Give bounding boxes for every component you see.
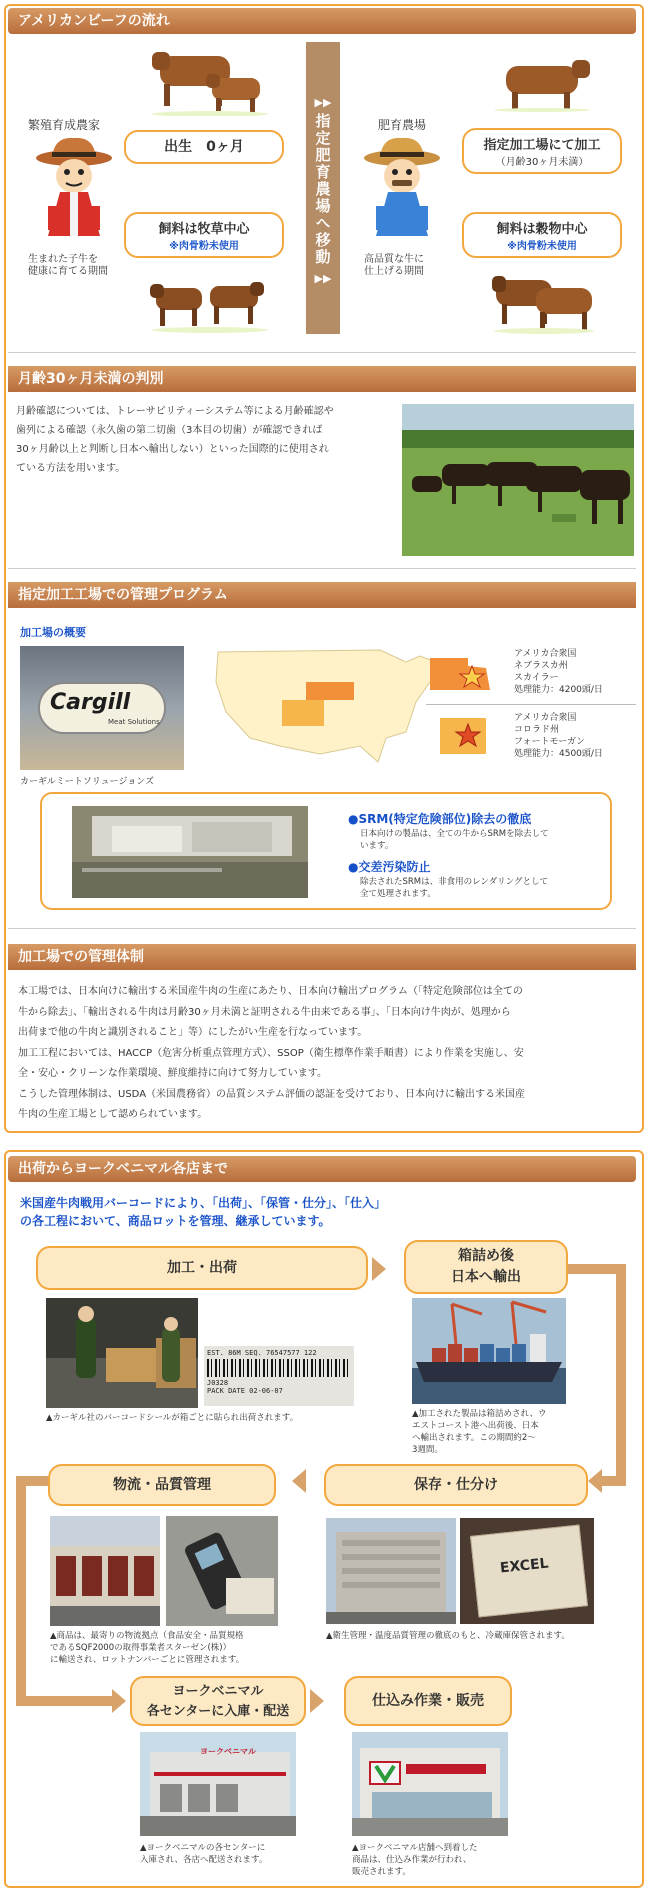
plant-aerial-photo bbox=[72, 806, 308, 898]
divider bbox=[8, 352, 636, 353]
process-box: 指定加工場にて加工 （月齢30ヶ月未満） bbox=[462, 128, 622, 174]
management-text: 本工場では、日本向けに輸出する米国産牛肉の生産にあたり、日本向け輸出プログラム（「特定危険部位は全ての 牛から除去」、「輸出される牛肉は月齢30ヶ月未満と証明される牛由来である事」、「日本向け牛肉が、処理から 出荷まで他の牛肉と識別されること」等）にしたがい生産を行なっています。 加工工程においては、HACCP（危害分析重点管理方式）、SSOP（衛生標準作業手順書）により作業を実施し、安 全・安心・クリーンな作業環境、鮮度維持に向けて努力しています。 こうした管理体制は、USDA（米国農務省）の品質システム評価の認証を受けており、日本向けに輸出する米国産 牛肉の生産工場として認められています。 bbox=[18, 986, 526, 1120]
cross-contamination-text: 除去されたSRMは、非食用のレンダリングとして 全て処理されます。 bbox=[360, 877, 549, 899]
caption-store: ▲ヨークベニマル店舗へ到着した 商品は、仕込み作業が行われ、 販売されます。 bbox=[352, 1843, 478, 1877]
colorado-map bbox=[438, 716, 488, 756]
flow-line bbox=[600, 1476, 626, 1486]
excel-brand: EXCEL bbox=[499, 1555, 550, 1577]
step-boxing-export: 箱詰め後 日本へ輸出 bbox=[404, 1240, 568, 1294]
fattener-illustration bbox=[362, 136, 442, 244]
cold-storage-photo bbox=[326, 1518, 456, 1624]
cattle-group-illustration bbox=[492, 270, 596, 334]
age-check-text: 月齢確認については、トレーサビリティーシステム等による月齢確認や 歯列による確認（永久歯の第二切歯（3本目の切歯）が確認できれば 30ヶ月齢以上と判断し日本へ輸出しない）といった国際的に使用され ている方法を用います。 bbox=[16, 406, 334, 474]
caption-logistics: ▲商品は、最寄りの物流拠点（食品安全・品質規格 であるSQF2000の取得事業者スターゼン(株)） に輸送され、ロットナンバーごとに管理されます。 bbox=[50, 1631, 245, 1665]
flow-arrow bbox=[112, 1689, 126, 1713]
warehouse-workers-photo bbox=[46, 1298, 198, 1408]
caption-storage: ▲衛生管理・温度品質管理の徹底のもと、冷蔵庫保管されます。 bbox=[326, 1631, 570, 1641]
breeder-label: 繁殖育成農家 bbox=[28, 118, 101, 132]
section-header-beef-flow: アメリカンビーフの流れ bbox=[8, 8, 636, 34]
birth-box: 出生 0ヶ月 bbox=[124, 130, 284, 164]
section-header-age-check: 月齢30ヶ月未満の判別 bbox=[8, 366, 636, 392]
plant-overview-title: 加工場の概要 bbox=[20, 626, 86, 639]
flow-line bbox=[616, 1264, 626, 1486]
step-york-benimaru-center: ヨークベニマル 各センターに入庫・配送 bbox=[130, 1676, 306, 1726]
calves-illustration bbox=[150, 276, 270, 334]
york-benimaru-sign: ヨークベニマル bbox=[200, 1747, 256, 1756]
us-map bbox=[210, 642, 446, 770]
step-prep-sales: 仕込み作業・販売 bbox=[344, 1676, 512, 1726]
flow-arrow bbox=[588, 1469, 602, 1493]
excel-box-photo bbox=[460, 1518, 594, 1624]
nebraska-map bbox=[428, 656, 492, 692]
fattener-desc: 高品質な牛に 仕上げる期間 bbox=[364, 254, 424, 277]
flow-arrow bbox=[372, 1257, 386, 1281]
distribution-center-photo bbox=[50, 1516, 160, 1626]
plant2-info: アメリカ合衆国 コロラド州 フォートモーガン 処理能力：4500頭/日 bbox=[514, 713, 603, 759]
store-photo bbox=[352, 1732, 508, 1836]
cross-contamination-title: ●交差汚染防止 bbox=[348, 860, 431, 874]
srm-text: 日本向けの製品は、全ての牛からSRMを除去して います。 bbox=[360, 829, 549, 851]
breeder-desc: 生まれた子牛を 健康に育てる期間 bbox=[28, 254, 108, 277]
flow-line bbox=[16, 1696, 114, 1706]
section-header-delivery: 出荷からヨークベニマル各店まで bbox=[8, 1156, 636, 1182]
barcode-label-photo: EST. 86M SEQ. 76547577 122 J0328 PACK DATE 02-06-07 bbox=[204, 1346, 354, 1406]
step-logistics-quality: 物流・品質管理 bbox=[48, 1464, 276, 1506]
plant1-info: アメリカ合衆国 ネブラスカ州 スカイラー 処理能力：4200頭/日 bbox=[514, 649, 603, 695]
caption-barcode: ▲カーギル社のバーコードシールが箱ごとに貼られ出荷されます。 bbox=[46, 1413, 299, 1423]
divider bbox=[8, 928, 636, 929]
flow-arrow bbox=[310, 1689, 324, 1713]
divider bbox=[426, 704, 636, 705]
farmer-illustration bbox=[34, 136, 114, 244]
cargill-caption: カーギルミートソリュージョンズ bbox=[20, 777, 155, 787]
flow-line bbox=[16, 1476, 26, 1706]
cattle-field-photo bbox=[402, 404, 634, 556]
fattener-label: 肥育農場 bbox=[378, 118, 427, 132]
feed-grain-box: 飼料は穀物中心 ※肉骨粉未使用 bbox=[462, 212, 622, 258]
move-banner: ▶▶ 指定肥育農場へ移動 ▶▶ bbox=[306, 42, 340, 334]
handheld-scanner-photo bbox=[166, 1516, 278, 1626]
cargill-logo: Cargill bbox=[50, 690, 131, 715]
cows-illustration bbox=[150, 46, 270, 116]
flow-arrow bbox=[292, 1469, 306, 1493]
cattle-illustration bbox=[492, 58, 592, 112]
step-processing-shipping: 加工・出荷 bbox=[36, 1246, 368, 1290]
divider bbox=[8, 568, 636, 569]
section-header-management: 加工場での管理体制 bbox=[8, 944, 636, 970]
feed-grass-box: 飼料は牧草中心 ※肉骨粉未使用 bbox=[124, 212, 284, 258]
caption-export: ▲加工された製品は箱詰めされ、ウ エストコースト港へ出荷後、日本 へ輸出されます。この期間約2〜 3週間。 bbox=[412, 1409, 547, 1455]
caption-center: ▲ヨークベニマルの各センターに 入庫され、各店へ配送されます。 bbox=[140, 1843, 268, 1865]
srm-title: ●SRM(特定危険部位)除去の徹底 bbox=[348, 812, 532, 826]
cargill-sign-photo: Cargill Meat Solutions bbox=[20, 646, 184, 770]
step-storage-sorting: 保存・仕分け bbox=[324, 1464, 588, 1506]
section-header-program: 指定加工工場での管理プログラム bbox=[8, 582, 636, 608]
delivery-intro: 米国産牛肉戦用バーコードにより、「出荷」、「保管・仕分」、「仕入」 の各工程において、商品ロットを管理、継承しています。 bbox=[20, 1196, 387, 1228]
container-ship-photo bbox=[412, 1298, 566, 1404]
